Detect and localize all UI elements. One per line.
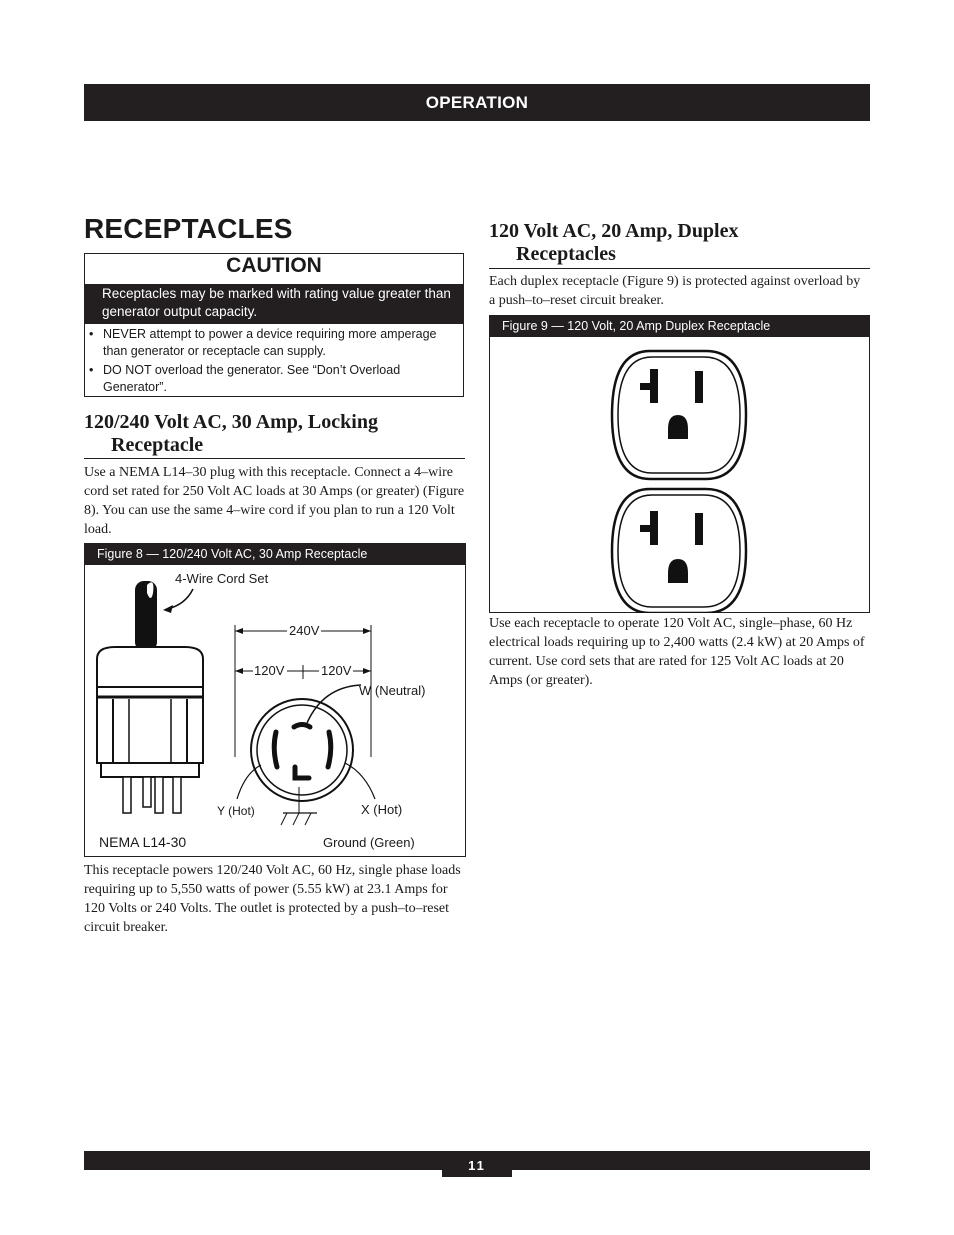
figure-9 xyxy=(489,315,870,613)
caution-list xyxy=(85,326,463,396)
bullet-icon: • xyxy=(89,327,94,341)
ground-label: Ground (Green) xyxy=(323,835,415,850)
duplex-receptacle-bottom xyxy=(612,489,746,613)
caution-item xyxy=(89,362,457,396)
voltage-120-right-label: 120V xyxy=(321,663,352,678)
duplex-heading-line2: Receptacles xyxy=(516,243,616,265)
locking-intro: Use a NEMA L14–30 plug with this receptacle. Connect a 4–wire cord set rated for 250 Volt AC loads at 30 Amps (or greater) (Figure 8). You can use the same 4–wire cord if you plan to run a 120 Volt load. xyxy=(84,465,465,537)
locking-heading-line1: 120/240 Volt AC, 30 Amp, Locking xyxy=(84,411,378,433)
locking-heading xyxy=(84,411,464,457)
voltage-240-label: 240V xyxy=(289,623,320,638)
figure-8 xyxy=(84,543,466,857)
section-header-bar xyxy=(84,84,870,121)
neutral-label: W (Neutral) xyxy=(359,683,426,698)
heading-rule xyxy=(489,268,870,269)
section-title: OPERATION xyxy=(425,93,529,112)
figure-9-diagram xyxy=(490,339,869,613)
caution-item-text: NEVER attempt to power a device requiring more amperage than generator or receptacle can supply. xyxy=(103,327,437,358)
x-hot-label: X (Hot) xyxy=(361,802,403,817)
caution-banner: Receptacles may be marked with rating value greater than generator output capacity. xyxy=(84,284,464,324)
caution-item-text: DO NOT overload the generator. See “Don’t Overload Generator”. xyxy=(103,363,401,394)
duplex-outro: Use each receptacle to operate 120 Volt AC, single–phase, 60 Hz electrical loads requiring up to 2,400 watts (2.4 kW) at 20 Amps of current. Use cord sets that are rated for 125 Volt AC loads at 20 Amps (or greater). xyxy=(489,616,865,688)
voltage-120-left-label: 120V xyxy=(254,663,285,678)
plug-prong xyxy=(143,777,151,807)
caution-box xyxy=(84,253,464,397)
locking-outro: This receptacle powers 120/240 Volt AC, 60 Hz, single phase loads requiring up to 5,550 watts of power (5.55 kW) at 23.1 Amps for 120 Volts or 240 Volts. The outlet is protected by a push–to–reset circuit breaker. xyxy=(84,863,461,935)
plug-prong xyxy=(155,777,163,813)
plug-prong xyxy=(173,777,181,813)
figure-8-diagram xyxy=(85,567,465,857)
figure-9-caption: Figure 9 — 120 Volt, 20 Amp Duplex Receptacle xyxy=(489,315,870,337)
caution-item xyxy=(89,326,457,360)
figure-8-caption: Figure 8 — 120/240 Volt AC, 30 Amp Receptacle xyxy=(84,543,466,565)
locking-heading-line2: Receptacle xyxy=(111,434,204,456)
caution-title: CAUTION xyxy=(226,254,322,277)
duplex-heading xyxy=(489,220,869,266)
page-number: 11 xyxy=(442,1151,512,1177)
cord-set-label: 4-Wire Cord Set xyxy=(175,571,269,586)
plug-prong xyxy=(123,777,131,813)
cord-body xyxy=(135,581,157,651)
duplex-intro: Each duplex receptacle (Figure 9) is protected against overload by a push–to–reset circuit breaker. xyxy=(489,274,861,308)
locking-receptacle-inner xyxy=(257,705,347,795)
nema-label: NEMA L14-30 xyxy=(99,834,187,850)
heading-rule xyxy=(84,458,465,459)
plug-cap xyxy=(97,647,203,687)
page-title: RECEPTACLES xyxy=(84,213,293,244)
y-hot-label: Y (Hot) xyxy=(217,804,255,818)
duplex-receptacle-top xyxy=(612,351,746,479)
duplex-heading-line1: 120 Volt AC, 20 Amp, Duplex xyxy=(489,220,739,242)
bullet-icon: • xyxy=(89,363,94,377)
